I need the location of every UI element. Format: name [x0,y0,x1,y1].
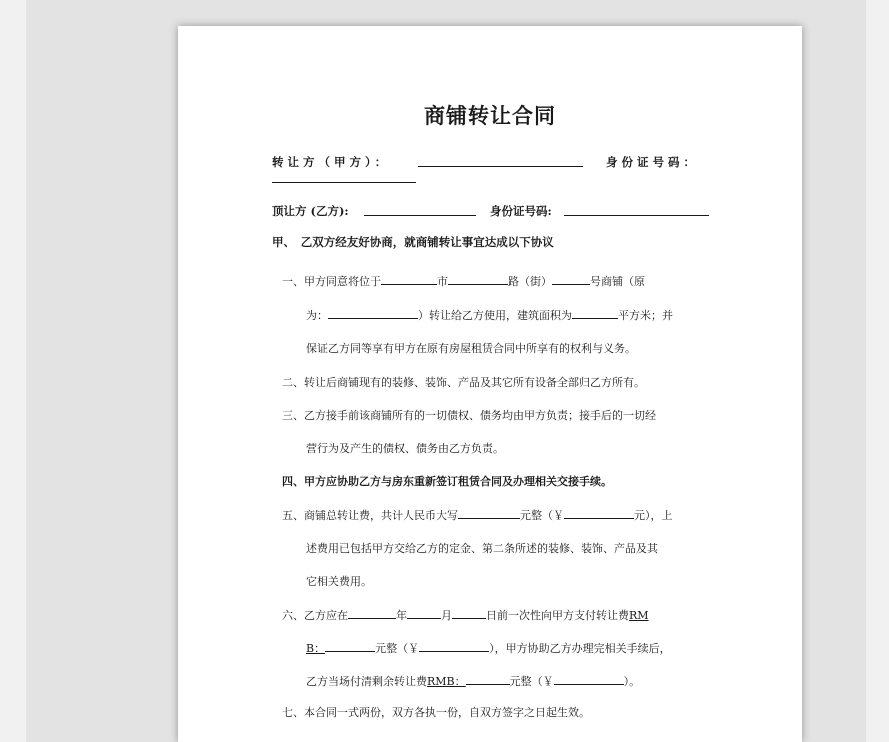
clause-4: 四、甲方应协助乙方与房东重新签订租赁合同及办理相关交接手续。 [282,475,612,488]
fee-words-blank [458,506,520,519]
party-b-id-blank [564,215,709,216]
clause-6-text-j: RMB： [427,675,466,688]
balance-words-blank [466,672,510,685]
clause-1-line-1 [282,272,645,289]
balance-amount-blank [554,672,624,685]
fee-amount-blank [564,506,634,519]
party-b-label: 顶让方 (乙方): [272,204,349,218]
clause-6-text-h: ），甲方协助乙方办理完相关手续后， [489,642,671,655]
clause-6-text-a: 六、乙方应在 [282,609,348,622]
clause-6-line-3 [306,672,640,689]
clause-6-text-f: B： [306,642,326,655]
road-blank [448,272,508,285]
clause-6-text-e: RM [629,609,649,622]
party-a-name-blank [418,166,583,167]
payment-words-blank [325,639,375,652]
party-b-id-label: 身份证号码: [490,204,552,218]
payment-amount-blank [419,639,489,652]
clause-6-text-g: 元整（￥ [375,642,420,655]
clause-1-text-b: 市 [437,275,448,288]
clause-6-text-k: 元整（￥ [509,675,554,688]
clause-1-text-g: 平方米；并 [618,309,673,322]
clause-1-line-3: 保证乙方同等享有甲方在原有房屋租赁合同中所享有的权利与义务。 [306,342,636,355]
preamble: 甲、 乙双方经友好协商，就商铺转让事宜达成以下协议 [272,235,554,249]
city-blank [381,272,437,285]
clause-6-text-l: ）。 [623,675,641,688]
clause-6-text-b: 年 [396,609,407,622]
clause-6-text-i: 乙方当场付清剩余转让费 [306,675,427,688]
clause-5-text-b: 元整（￥ [520,509,564,522]
party-a-label: 转让方（甲方）： [272,155,391,169]
document-viewer[interactable] [26,0,866,742]
clause-3-line-2: 营行为及产生的债权、债务由乙方负责。 [306,442,504,455]
year-blank [348,606,396,619]
clause-1-line-2 [306,306,673,323]
number-blank [552,272,590,285]
clause-1-text-e: 为： [306,309,328,322]
clause-7: 七、本合同一式两份，双方各执一份，自双方签字之日起生效。 [282,706,590,719]
document-page [178,26,802,742]
contract-title: 商铺转让合同 [424,103,556,128]
clause-5-line-1 [282,506,673,523]
clause-3-line-1: 三、乙方接手前该商铺所有的一切债权、债务均由甲方负责；接手后的一切经 [282,409,656,422]
party-a-id-label: 身份证号码： [606,155,699,169]
clause-2: 二、转让后商铺现有的装修、装饰、产品及其它所有设备全部归乙方所有。 [282,376,645,389]
clause-5-text-a: 五、商铺总转让费，共计人民币大写 [282,509,458,522]
clause-6-line-2 [306,639,671,656]
clause-5-line-2: 述费用已包括甲方交给乙方的定金、第二条所述的装修、装饰、产品及其 [306,542,658,555]
clause-1-text-c: 路（街） [508,275,552,288]
clause-6-text-d: 日前一次性向甲方支付转让费 [486,609,629,622]
month-blank [407,606,441,619]
party-a-id-blank [272,182,416,183]
clause-1-text-d: 号商铺（原 [590,275,645,288]
clause-1-text-f: ）转让给乙方使用，建筑面积为 [418,309,572,322]
clause-6-text-c: 月 [441,609,452,622]
party-b-name-blank [364,215,476,216]
original-use-blank [328,306,418,319]
clause-1-text-a: 一、甲方同意将位于 [282,275,381,288]
area-blank [572,306,618,319]
clause-6-line-1 [282,606,649,623]
clause-5-text-c: 元），上 [634,509,673,522]
day-blank [452,606,486,619]
clause-5-line-3: 它相关费用。 [306,575,372,588]
